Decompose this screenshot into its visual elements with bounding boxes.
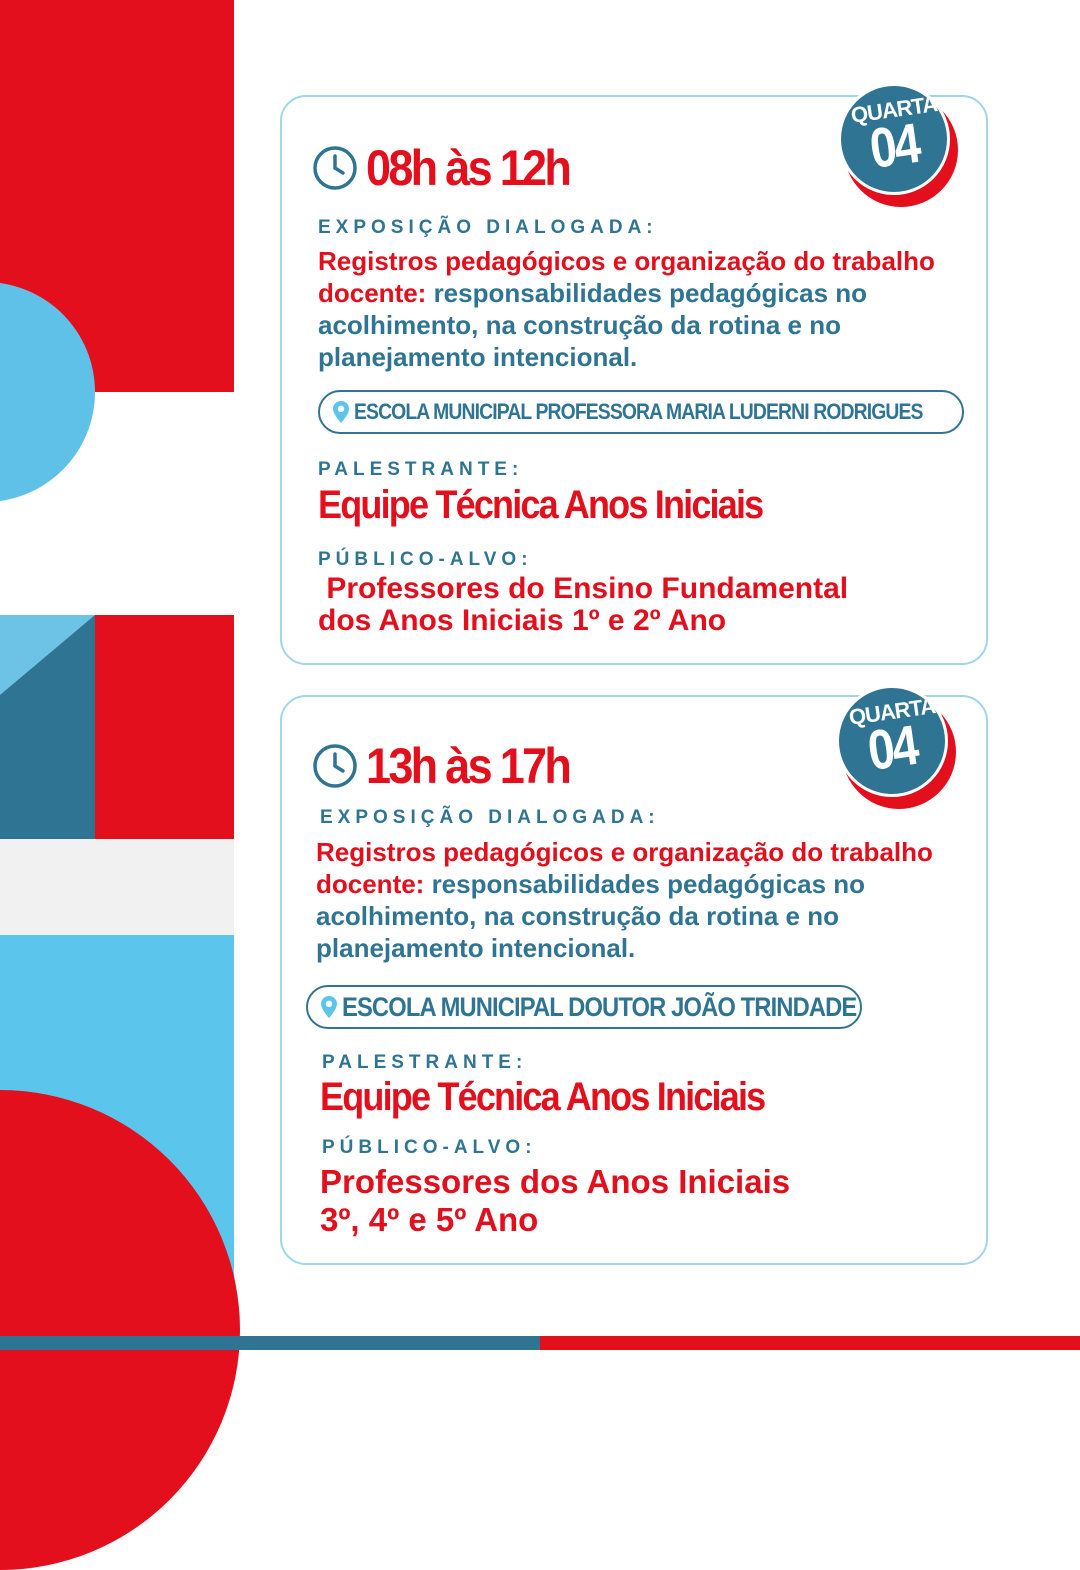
decor-bottom-bar-red [540, 1336, 1080, 1350]
session-description [316, 836, 966, 964]
session-description [318, 245, 968, 373]
audience-line-2: 3º, 4º e 5º Ano [320, 1201, 539, 1238]
location-name: ESCOLA MUNICIPAL DOUTOR JOÃO TRINDADE [342, 991, 857, 1022]
speaker-label: PALESTRANTE: [322, 1052, 528, 1073]
time-row [312, 737, 592, 795]
audience-line-1: Professores do Ensino Fundamental [318, 572, 849, 605]
location-name: ESCOLA MUNICIPAL PROFESSORA MARIA LUDERNI RODRIGUES [354, 399, 923, 424]
time-row [312, 139, 592, 197]
location-pin-icon [332, 400, 350, 424]
audience-label: PÚBLICO-ALVO: [318, 549, 533, 570]
clock-icon [312, 145, 358, 191]
description-rest: responsabilidades pedagógicas no acolhimento, na construção da rotina e no planejamento intencional. [316, 869, 866, 963]
session-time: 08h às 12h [366, 140, 570, 196]
badge-weekday: QUARTA [847, 693, 937, 730]
audience-line-2: dos Anos Iniciais 1º e 2º Ano [318, 604, 727, 637]
date-badge [838, 83, 956, 201]
description-rest: responsabilidades pedagógicas no acolhimento, na construção da rotina e no planejamento intencional. [318, 278, 868, 372]
speaker-name: Equipe Técnica Anos Iniciais [320, 1075, 765, 1119]
session-card-afternoon [280, 695, 988, 1265]
description-highlight: Registros pedagógicos e organização do trabalho docente: [318, 246, 935, 308]
speaker-name: Equipe Técnica Anos Iniciais [318, 483, 763, 527]
speaker-label: PALESTRANTE: [318, 459, 524, 480]
location-pill [306, 985, 862, 1029]
location-pill [318, 390, 964, 434]
decor-red-block-middle [95, 615, 234, 839]
audience-text [320, 1163, 790, 1239]
description-highlight: Registros pedagógicos e organização do trabalho docente: [316, 837, 933, 899]
session-time: 13h às 17h [366, 738, 570, 794]
location-pin-icon [320, 995, 338, 1019]
badge-weekday: QUARTA [849, 91, 939, 128]
session-card-morning [280, 91, 988, 665]
type-label: EXPOSIÇÃO DIALOGADA: [320, 807, 660, 828]
decor-bottom-bar-teal [0, 1336, 540, 1350]
type-label: EXPOSIÇÃO DIALOGADA: [318, 217, 658, 238]
decor-gray-band [0, 839, 234, 935]
audience-line-1: Professores dos Anos Iniciais [320, 1163, 791, 1200]
date-badge [836, 685, 954, 803]
badge-date: 04 [865, 110, 923, 181]
decor-middle-blocks [0, 615, 234, 839]
audience-text [318, 573, 848, 637]
clock-icon [312, 743, 358, 789]
badge-date: 04 [863, 712, 921, 783]
audience-label: PÚBLICO-ALVO: [322, 1137, 537, 1158]
